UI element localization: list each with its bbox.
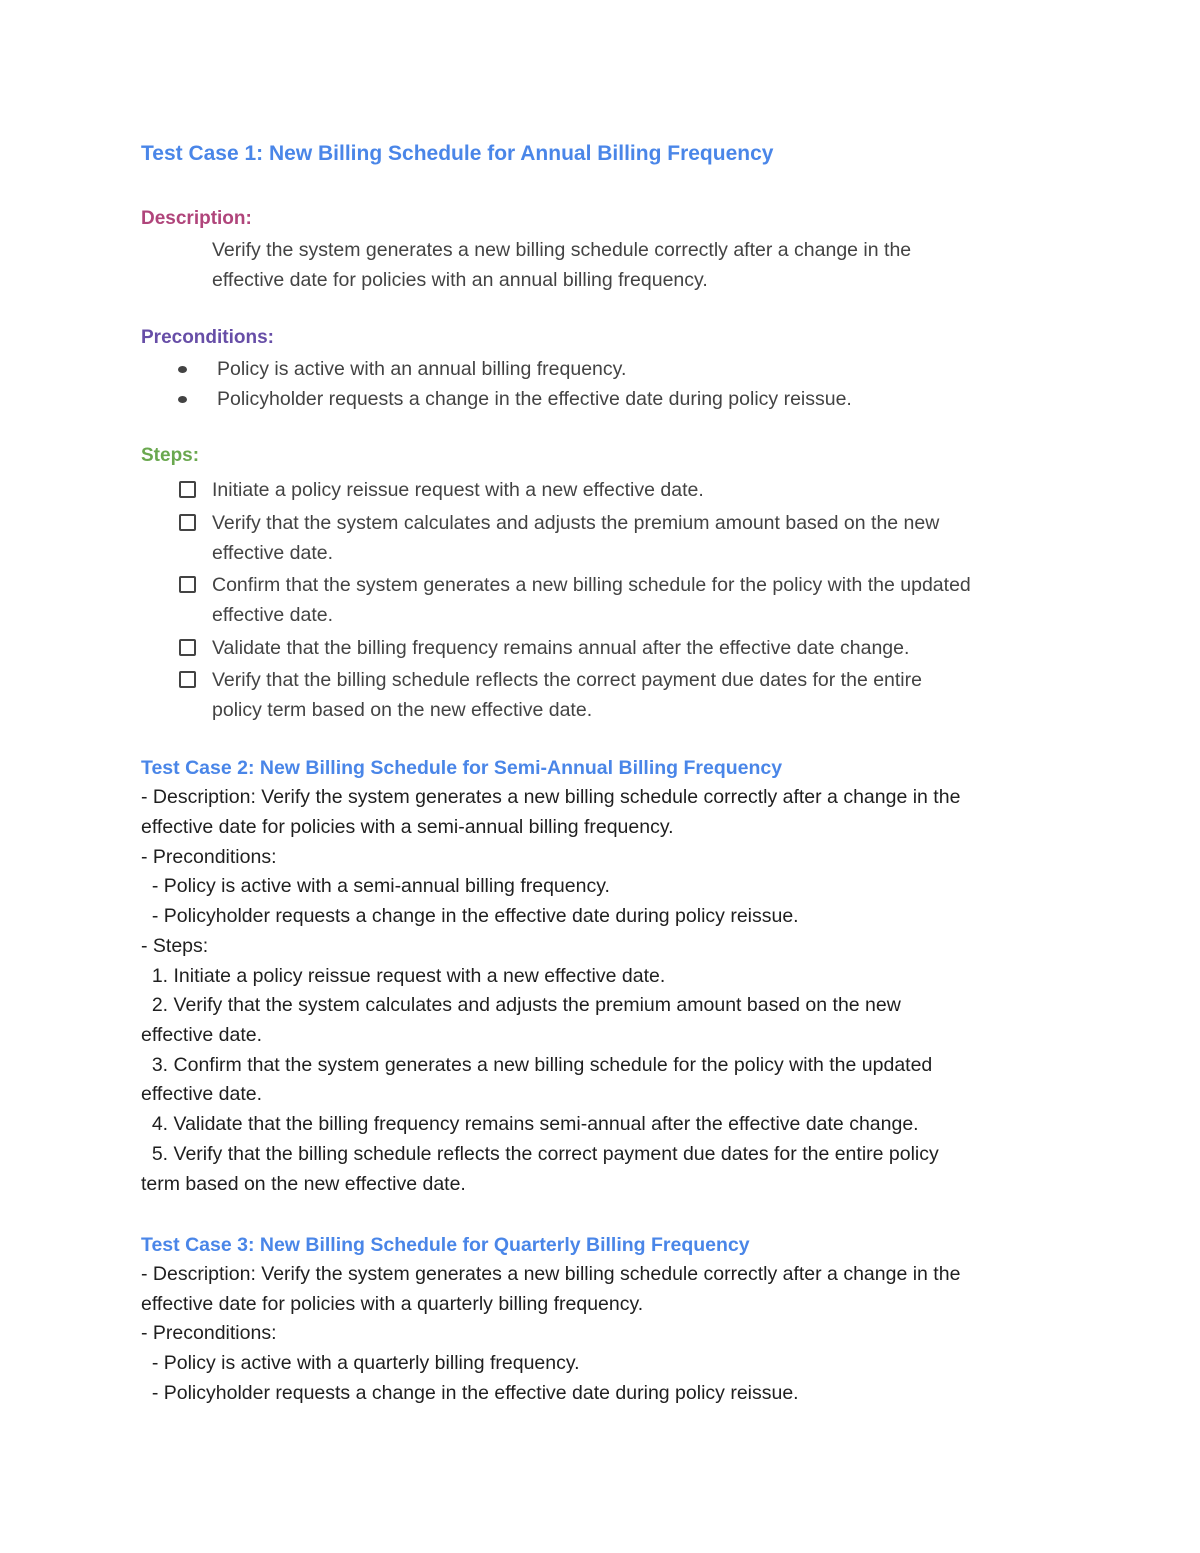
text-line: 5. Verify that the billing schedule reflects the correct payment due dates for the entire policy: [141, 1143, 939, 1165]
text-line: 3. Confirm that the system generates a new billing schedule for the policy with the updated: [141, 1054, 933, 1076]
step-checkbox[interactable]: [179, 671, 196, 688]
text-line: term based on the new effective date.: [141, 1173, 466, 1195]
precondition-item: Policy is active with an annual billing frequency.: [217, 358, 627, 380]
step-item: Confirm that the system generates a new billing schedule for the policy with the updated: [212, 574, 971, 596]
bullet-icon: [178, 396, 187, 403]
description-line: effective date for policies with an annual billing frequency.: [212, 269, 708, 291]
precondition-item: Policyholder requests a change in the effective date during policy reissue.: [217, 388, 852, 410]
step-checkbox[interactable]: [179, 576, 196, 593]
text-line: effective date for policies with a quarterly billing frequency.: [141, 1293, 644, 1315]
bullet-icon: [178, 366, 187, 373]
text-line: effective date.: [141, 1024, 263, 1046]
description-label: Description:: [141, 208, 252, 229]
preconditions-label: Preconditions:: [141, 327, 275, 348]
step-item-continuation: policy term based on the new effective date.: [212, 699, 593, 721]
text-line: 4. Validate that the billing frequency remains semi-annual after the effective date change.: [141, 1113, 919, 1135]
text-line: - Steps:: [141, 935, 209, 957]
text-line: - Preconditions:: [141, 846, 277, 868]
step-checkbox[interactable]: [179, 514, 196, 531]
step-checkbox[interactable]: [179, 639, 196, 656]
test-case-3-title: Test Case 3: New Billing Schedule for Quarterly Billing Frequency: [141, 1234, 750, 1256]
text-line: - Policy is active with a semi-annual billing frequency.: [141, 875, 610, 897]
text-line: - Policyholder requests a change in the effective date during policy reissue.: [141, 1382, 799, 1404]
text-line: effective date for policies with a semi-annual billing frequency.: [141, 816, 674, 838]
text-line: effective date.: [141, 1083, 263, 1105]
step-item: Initiate a policy reissue request with a new effective date.: [212, 479, 704, 501]
description-line: Verify the system generates a new billing schedule correctly after a change in the: [212, 239, 912, 261]
step-item-continuation: effective date.: [212, 604, 334, 626]
test-case-2-title: Test Case 2: New Billing Schedule for Semi-Annual Billing Frequency: [141, 757, 783, 779]
step-item-continuation: effective date.: [212, 542, 334, 564]
text-line: - Policy is active with a quarterly billing frequency.: [141, 1352, 580, 1374]
text-line: - Policyholder requests a change in the effective date during policy reissue.: [141, 905, 799, 927]
step-checkbox[interactable]: [179, 481, 196, 498]
text-line: - Description: Verify the system generates a new billing schedule correctly after a change in the: [141, 786, 961, 808]
step-item: Validate that the billing frequency remains annual after the effective date change.: [212, 637, 910, 659]
steps-label: Steps:: [141, 445, 200, 466]
step-item: Verify that the system calculates and adjusts the premium amount based on the new: [212, 512, 940, 534]
test-case-1-title: Test Case 1: New Billing Schedule for Annual Billing Frequency: [141, 142, 774, 165]
text-line: 2. Verify that the system calculates and adjusts the premium amount based on the new: [141, 994, 901, 1016]
text-line: - Preconditions:: [141, 1322, 277, 1344]
text-line: 1. Initiate a policy reissue request with a new effective date.: [141, 965, 666, 987]
step-item: Verify that the billing schedule reflects the correct payment due dates for the entire: [212, 669, 922, 691]
text-line: - Description: Verify the system generates a new billing schedule correctly after a change in the: [141, 1263, 961, 1285]
